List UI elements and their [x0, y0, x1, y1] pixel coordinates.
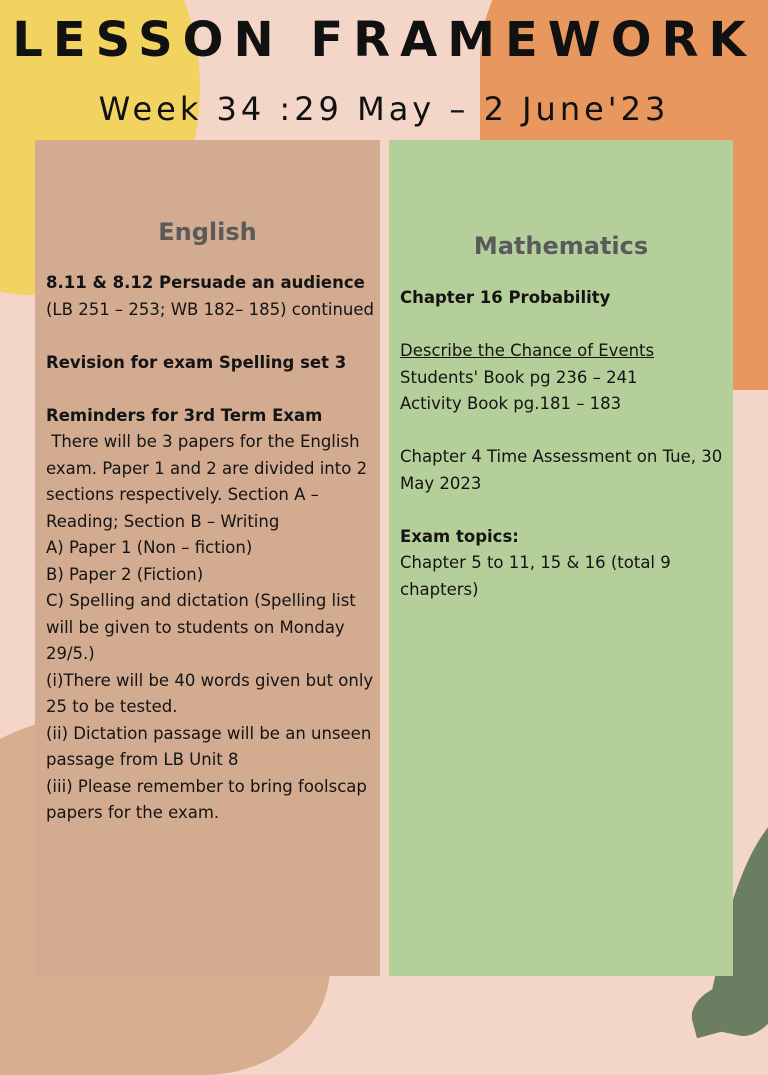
- math-subtopic: Describe the Chance of Events: [400, 341, 655, 360]
- english-reminders-title: Reminders for 3rd Term Exam: [46, 405, 323, 425]
- math-chapter: Chapter 16 Probability: [400, 288, 611, 307]
- math-panel: [389, 140, 733, 976]
- english-item: B) Paper 2 (Fiction): [46, 564, 204, 584]
- english-content: [46, 270, 380, 827]
- week-subtitle: Week 34 :29 May – 2 June'23: [98, 90, 670, 128]
- english-panel: [35, 140, 380, 976]
- english-topic-ref: (LB 251 – 253; WB 182– 185) continued: [46, 299, 374, 319]
- english-item: (ii) Dictation passage will be an unseen passage from LB Unit 8: [46, 723, 372, 769]
- english-item: A) Paper 1 (Non – fiction): [46, 538, 253, 557]
- math-heading: Mathematics: [473, 232, 649, 260]
- english-item: (i)There will be 40 words given but only 25 to be tested.: [46, 670, 374, 716]
- english-item: C) Spelling and dictation (Spelling list will be given to students on Monday 29/5.): [46, 591, 356, 663]
- math-students-book: Students' Book pg 236 – 241: [400, 367, 638, 387]
- math-content: [400, 285, 733, 603]
- english-revision: Revision for exam Spelling set 3: [46, 352, 347, 372]
- math-assessment: Chapter 4 Time Assessment on Tue, 30 May 2023: [400, 447, 723, 493]
- math-activity-book: Activity Book pg.181 – 183: [400, 394, 622, 413]
- english-reminders-intro: There will be 3 papers for the English exam. Paper 1 and 2 are divided into 2 sections respectively. Section A – Reading; Section B – Writing: [46, 432, 373, 531]
- english-heading: English: [158, 218, 257, 246]
- math-exam-topics: Chapter 5 to 11, 15 & 16 (total 9 chapters): [400, 553, 671, 599]
- english-item: (iii) Please remember to bring foolscap papers for the exam.: [46, 776, 367, 822]
- english-topic-title: 8.11 & 8.12 Persuade an audience: [46, 273, 365, 292]
- page-title: LESSON FRAMEWORK: [12, 12, 756, 68]
- math-exam-topics-title: Exam topics:: [400, 526, 519, 546]
